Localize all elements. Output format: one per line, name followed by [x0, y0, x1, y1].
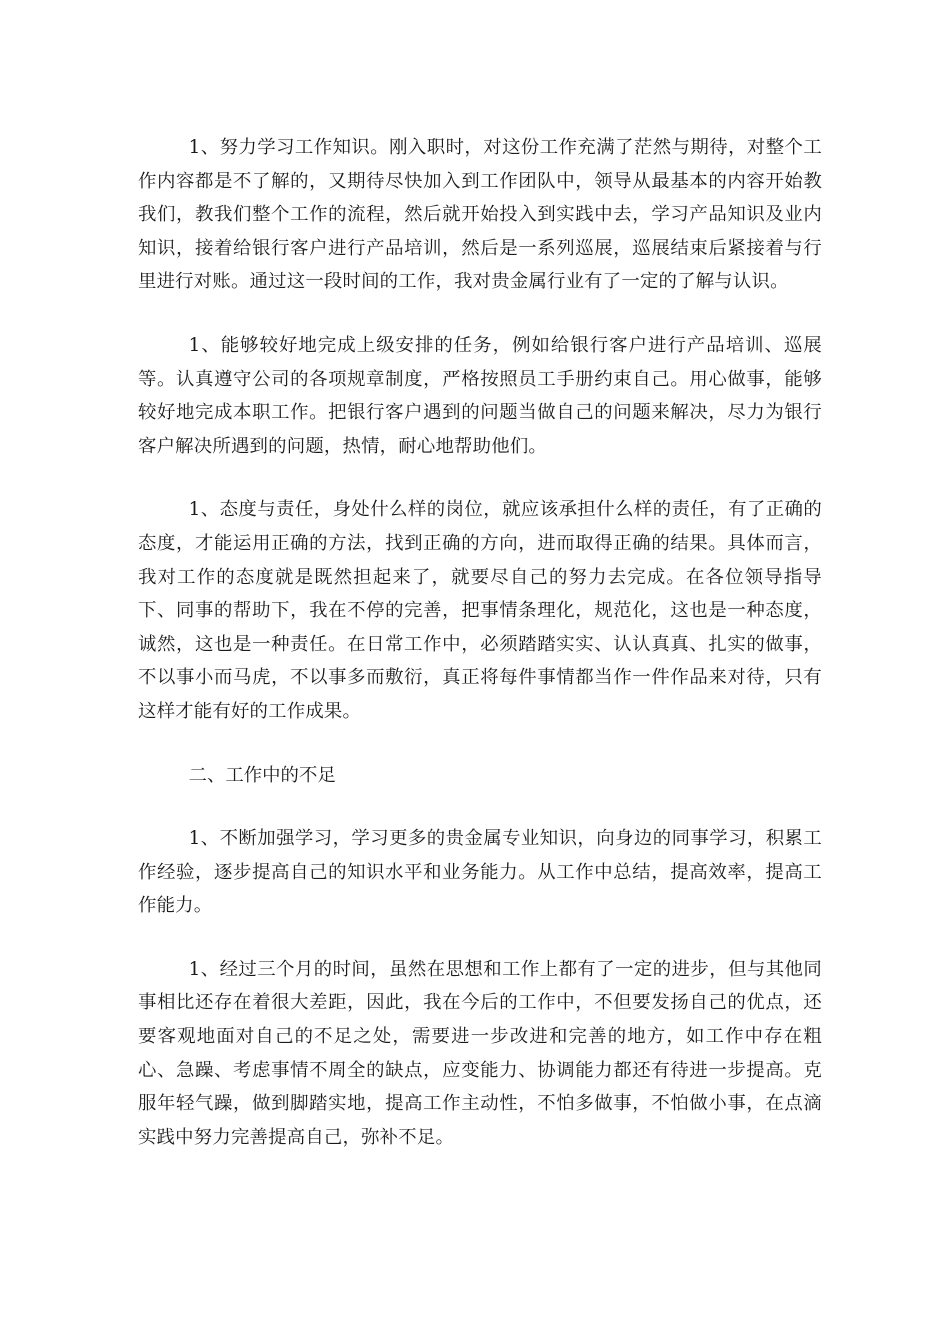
paragraph-three-months-progress: 1、经过三个月的时间，虽然在思想和工作上都有了一定的进步，但与其他同事相比还存在着很大差距，因此，我在今后的工作中，不但要发扬自己的优点，还要客观地面对自己的不足之处，需要进一步改进和完善的地方，如工作中存在粗心、急躁、考虑事情不周全的缺点，应变能力、协调能力都还有待进一步提高。克服年轻气躁，做到脚踏实地，提高工作主动性，不怕多做事，不怕做小事，在点滴实践中努力完善提高自己，弥补不足。: [138, 958, 822, 1148]
paragraph-complete-tasks: 1、能够较好地完成上级安排的任务，例如给银行客户进行产品培训、巡展等。认真遵守公司的各项规章制度，严格按照员工手册约束自己。用心做事，能够较好地完成本职工作。把银行客户遇到的问题当做自己的问题来解决，尽力为银行客户解决所遇到的问题，热情，耐心地帮助他们。: [138, 334, 822, 457]
paragraph-strengthen-learning: 1、不断加强学习，学习更多的贵金属专业知识，向身边的同事学习，积累工作经验，逐步提高自己的知识水平和业务能力。从工作中总结，提高效率，提高工作能力。: [138, 828, 822, 917]
paragraph-study-knowledge: 1、努力学习工作知识。刚入职时，对这份工作充满了茫然与期待，对整个工作内容都是不了解的，又期待尽快加入到工作团队中，领导从最基本的内容开始教我们，教我们整个工作的流程，然后就开始投入到实践中去，学习产品知识及业内知识，接着给银行客户进行产品培训，然后是一系列巡展，巡展结束后紧接着与行里进行对账。通过这一段时间的工作，我对贵金属行业有了一定的了解与认识。: [138, 137, 822, 293]
paragraph-attitude-responsibility: 1、态度与责任，身处什么样的岗位，就应该承担什么样的责任，有了正确的态度，才能运用正确的方法，找到正确的方向，进而取得正确的结果。具体而言，我对工作的态度就是既然担起来了，就要尽自己的努力去完成。在各位领导指导下、同事的帮助下，我在不停的完善，把事情条理化，规范化，这也是一种态度，诚然，这也是一种责任。在日常工作中，必须踏踏实实、认认真真、扎实的做事，不以事小而马虎，不以事多而敷衍，真正将每件事情都当作一件作品来对待，只有这样才能有好的工作成果。: [138, 499, 822, 722]
section-heading-shortcomings: 二、工作中的不足: [188, 764, 336, 786]
document-body: [138, 131, 822, 1184]
